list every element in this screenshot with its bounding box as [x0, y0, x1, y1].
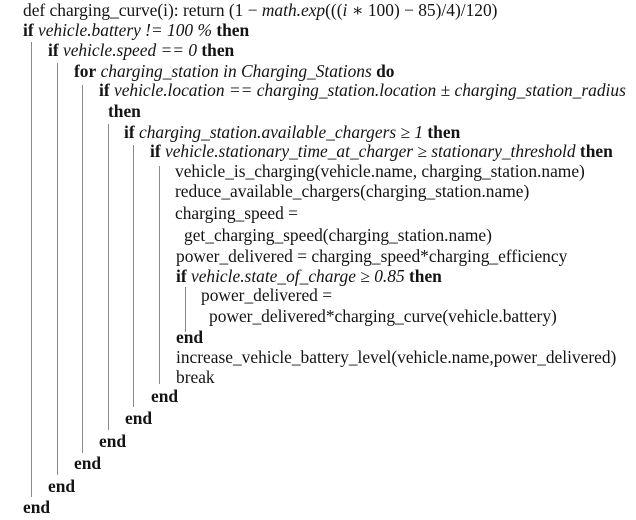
keyword-if: if	[23, 20, 34, 40]
keyword-then: then	[427, 122, 461, 142]
keyword-for: for	[74, 61, 97, 81]
code-line-break	[176, 367, 215, 387]
keyword-then: then	[108, 101, 141, 121]
code-line-end-if-battery	[23, 497, 50, 517]
block-rule-if-state-of-charge	[185, 287, 186, 332]
code-line-def-charging-curve	[23, 0, 497, 20]
keyword-do: do	[376, 61, 395, 81]
keyword-if: if	[99, 80, 110, 100]
code-line-power-delivered	[176, 246, 567, 266]
code-line-end-if-available	[125, 408, 152, 428]
statement: charging_speed =	[175, 203, 298, 223]
code-line-vehicle-is-charging	[175, 161, 585, 181]
block-rule-if-location	[108, 124, 109, 430]
code-line-if-location	[99, 80, 626, 100]
math-function: math.exp	[261, 0, 326, 20]
code-line-end-if-speed	[48, 476, 75, 496]
block-rule-if-available-chargers	[133, 145, 134, 407]
code-line-end-if-stationary	[151, 386, 178, 406]
statement: reduce_available_chargers(charging_station.name)	[175, 181, 530, 201]
keyword-then: then	[579, 141, 613, 161]
statement: power_delivered = charging_speed*charging_efficiency	[176, 246, 568, 266]
condition: charging_station.available_chargers ≥ 1	[134, 122, 428, 142]
block-rule-if-speed	[57, 63, 58, 475]
statement-continuation: get_charging_speed(charging_station.name)	[184, 225, 492, 245]
keyword-if: if	[124, 122, 135, 142]
condition: vehicle.state_of_charge ≥ 0.85	[186, 266, 409, 286]
math-variable: i	[342, 0, 348, 20]
code-line-get-charging-speed	[184, 225, 492, 245]
keyword-end: end	[151, 386, 179, 406]
code-line-increase-battery	[176, 347, 616, 367]
keyword-then: then	[408, 266, 442, 286]
block-rule-if-stationary	[159, 166, 160, 384]
block-rule-if-battery	[31, 42, 32, 497]
code-line-end-if-state-of-charge	[176, 327, 203, 347]
keyword-end: end	[176, 327, 204, 347]
keyword-end: end	[99, 431, 127, 451]
code-line-end-for	[74, 453, 101, 473]
def-statement: def charging_curve(i): return (1 −	[23, 0, 262, 20]
keyword-if: if	[176, 266, 187, 286]
code-line-if-available-chargers	[124, 122, 460, 142]
keyword-end: end	[74, 453, 102, 473]
code-line-if-speed	[48, 40, 234, 60]
code-line-reduce-chargers	[175, 181, 529, 201]
keyword-if: if	[150, 141, 161, 161]
code-line-for-stations	[74, 61, 394, 81]
condition: vehicle.stationary_time_at_charger ≥ stationary_threshold	[160, 141, 580, 161]
statement-continuation: power_delivered*charging_curve(vehicle.battery)	[209, 306, 557, 326]
keyword-then: then	[201, 40, 235, 60]
statement: power_delivered =	[201, 285, 333, 305]
code-line-then	[108, 101, 141, 121]
statement: break	[176, 367, 215, 387]
code-line-power-delivered-curve	[209, 306, 557, 326]
code-line-if-stationary-time	[150, 141, 613, 161]
math-parens: (((	[325, 0, 343, 20]
code-line-charging-speed-assign	[175, 203, 298, 223]
condition: vehicle.speed == 0	[58, 40, 202, 60]
code-line-if-state-of-charge	[176, 266, 442, 286]
keyword-end: end	[23, 497, 51, 517]
code-line-power-delivered-assign	[201, 285, 332, 305]
condition: vehicle.battery != 100 %	[33, 20, 217, 40]
keyword-if: if	[48, 40, 59, 60]
keyword-then: then	[216, 20, 250, 40]
code-line-if-battery	[23, 20, 249, 40]
condition: vehicle.location == charging_station.location ± charging_station_radius	[109, 80, 626, 100]
statement: increase_vehicle_battery_level(vehicle.name,power_delivered)	[176, 347, 617, 367]
statement: vehicle_is_charging(vehicle.name, charging_station.name)	[175, 161, 585, 181]
block-rule-for-stations	[82, 85, 83, 453]
code-line-end-if-location	[99, 431, 126, 451]
math-expression-rest: ∗ 100) − 85)/4)/120)	[347, 0, 498, 20]
keyword-end: end	[48, 476, 76, 496]
keyword-end: end	[125, 408, 153, 428]
loop-expression: charging_station in Charging_Stations	[96, 61, 377, 81]
